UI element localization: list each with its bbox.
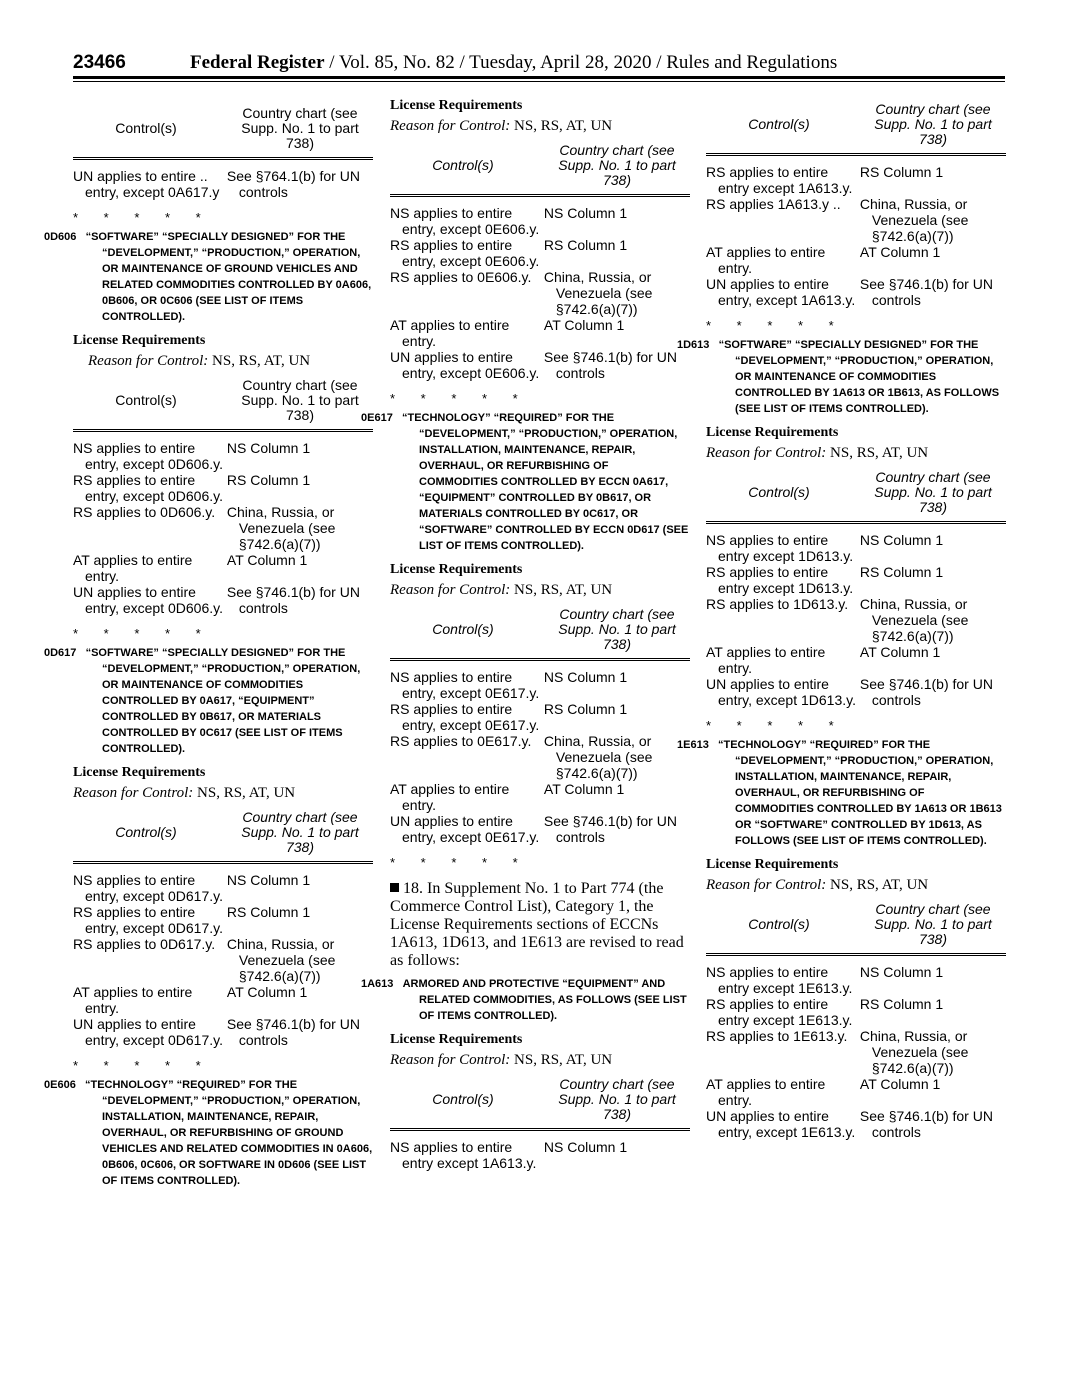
eccn-heading-0d606 (44, 229, 373, 325)
table-header (73, 106, 373, 151)
ellipsis-stars: * * * * * (706, 318, 834, 333)
country-chart-cell: NS Column 1 (543, 1139, 628, 1155)
column-1 (44, 98, 373, 1197)
table-rule (706, 521, 1006, 524)
chart-heading: Country chart (see Supp. No. 1 to part 738) (241, 105, 359, 151)
control-heading: Control(s) (115, 824, 177, 840)
table-row (73, 584, 373, 616)
page-number: 23466 (73, 52, 126, 73)
license-requirements-heading: License Requirements (390, 562, 523, 577)
header-rule-thick (73, 76, 1005, 79)
country-chart-cell: AT Column 1 (543, 317, 625, 333)
control-table-body (73, 440, 373, 616)
eccn-title: ARMORED AND PROTECTIVE “EQUIPMENT” AND RELATED COMMODITIES, AS FOLLOWS (SEE LIST OF ITEMS CONTROLLED). (402, 978, 687, 1022)
chart-heading: Country chart (see Supp. No. 1 to part 738) (558, 142, 676, 188)
table-row (390, 733, 690, 781)
eccn-title: “SOFTWARE” “SPECIALLY DESIGNED” FOR THE “DEVELOPMENT,” “PRODUCTION,” OPERATION, OR MAINTENANCE OF COMMODITIES CONTROLLED BY 0A617, “EQUIPMENT” CONTROLLED BY 0B617, OR MATERIALS CONTROLLED BY 0C617 (SEE LIST OF ITEMS CONTROLLED). (85, 647, 361, 755)
control-cell: AT applies to entire entry. (390, 781, 510, 813)
reason-for-control (390, 118, 690, 135)
table-row (706, 244, 1006, 276)
chart-heading: Country chart (see Supp. No. 1 to part 738) (874, 469, 992, 515)
table-row (73, 440, 373, 472)
eccn-heading-0e606 (44, 1077, 373, 1189)
table-row (706, 644, 1006, 676)
control-cell: RS applies to entire entry, except 0E606.y. (390, 237, 540, 269)
table-row (706, 164, 1006, 196)
eccn-code: 0E617 (361, 412, 393, 424)
control-cell: RS applies 1A613.y .. (706, 196, 841, 212)
table-row (390, 781, 690, 813)
table-rule (390, 194, 690, 197)
eccn-code: 0D617 (44, 647, 77, 659)
control-table-body (73, 872, 373, 1048)
control-cell: UN applies to entire entry, except 1D613.y. (706, 676, 856, 708)
control-cell: RS applies to 1D613.y. (706, 596, 849, 612)
control-table-body (73, 168, 373, 200)
table-row (73, 984, 373, 1016)
eccn-code: 1E613 (677, 739, 709, 751)
country-chart-cell: See §746.1(b) for UN controls (226, 1016, 360, 1048)
control-heading: Control(s) (748, 116, 810, 132)
country-chart-cell: China, Russia, or Venezuela (see §742.6(a)(7)) (859, 1028, 969, 1076)
control-cell: UN applies to entire entry, except 0E606.y. (390, 349, 540, 381)
country-chart-cell: See §746.1(b) for UN controls (543, 349, 677, 381)
control-table-body (390, 1139, 690, 1171)
country-chart-cell: See §746.1(b) for UN controls (859, 276, 993, 308)
control-cell: RS applies to 0D617.y. (73, 936, 216, 952)
license-requirements-heading: License Requirements (706, 857, 839, 872)
eccn-code: 1D613 (677, 339, 710, 351)
country-chart-cell: China, Russia, or Venezuela (see §742.6(a)(7)) (543, 269, 653, 317)
control-cell: AT applies to entire entry. (706, 1076, 826, 1108)
control-cell: AT applies to entire entry. (706, 644, 826, 676)
table-row (706, 1108, 1006, 1140)
reason-for-control (73, 785, 373, 802)
country-chart-cell: NS Column 1 (226, 872, 311, 888)
country-chart-cell: NS Column 1 (543, 669, 628, 685)
reason-for-control (390, 582, 690, 599)
country-chart-cell: China, Russia, or Venezuela (see §742.6(a)(7)) (543, 733, 653, 781)
control-table-body (390, 669, 690, 845)
country-chart-cell: RS Column 1 (226, 904, 311, 920)
table-row (706, 532, 1006, 564)
control-cell: NS applies to entire entry, except 0E606.y. (390, 205, 540, 237)
control-cell: RS applies to entire entry except 1A613.y. (706, 164, 853, 196)
table-row (390, 237, 690, 269)
header-rule-thin (73, 81, 1005, 82)
country-chart-cell: See §746.1(b) for UN controls (859, 1108, 993, 1140)
reason-label: Reason for Control: (88, 353, 209, 369)
control-cell: AT applies to entire entry. (73, 552, 193, 584)
control-cell: UN applies to entire entry, except 0D606.y. (73, 584, 223, 616)
reason-label: Reason for Control: (73, 785, 194, 801)
ellipsis-stars: * * * * * (73, 626, 201, 641)
license-requirements-heading: License Requirements (390, 1032, 523, 1047)
control-cell: UN applies to entire entry, except 1E613.y. (706, 1108, 856, 1140)
chart-heading: Country chart (see Supp. No. 1 to part 738) (241, 377, 359, 423)
country-chart-cell: RS Column 1 (859, 164, 944, 180)
table-row (706, 276, 1006, 308)
reason-label: Reason for Control: (390, 118, 511, 134)
amendatory-instruction (390, 880, 690, 970)
eccn-title: “TECHNOLOGY” “REQUIRED” FOR THE “DEVELOPMENT,” “PRODUCTION,” OPERATION, INSTALLATION, MAINTENANCE, REPAIR, OVERHAUL, OR REFURBISHING OF COMMODITIES CONTROLLED BY 1A613 OR 1B613 OR “SOFTWARE” CONTROLLED BY 1D613, AS FOLLOWS (SEE LIST OF ITEMS CONTROLLED). (717, 739, 1002, 847)
country-chart-cell: RS Column 1 (226, 472, 311, 488)
country-chart-cell: China, Russia, or Venezuela (see §742.6(a)(7)) (226, 504, 336, 552)
control-heading: Control(s) (115, 392, 177, 408)
eccn-heading-1d613 (677, 337, 1006, 417)
country-chart-cell: China, Russia, or Venezuela (see §742.6(a)(7)) (226, 936, 336, 984)
country-chart-cell: China, Russia, or Venezuela (see §742.6(a)(7)) (859, 596, 969, 644)
issue-citation: / Vol. 85, No. 82 / Tuesday, April 28, 2020 / Rules and Regulations (324, 52, 838, 73)
eccn-heading-1e613 (677, 737, 1006, 849)
table-header (706, 902, 1006, 947)
control-cell: NS applies to entire entry except 1E613.y. (706, 964, 853, 996)
control-cell: RS applies to 1E613.y. (706, 1028, 848, 1044)
reason-for-control (706, 877, 1006, 894)
control-cell: AT applies to entire entry. (73, 984, 193, 1016)
ellipsis-stars: * * * * * (73, 1058, 201, 1073)
table-row (390, 269, 690, 317)
reason-label: Reason for Control: (390, 1052, 511, 1068)
table-row (390, 317, 690, 349)
square-bullet-icon (390, 883, 399, 892)
country-chart-cell: RS Column 1 (859, 996, 944, 1012)
table-header (390, 1077, 690, 1122)
eccn-code: 0E606 (44, 1079, 76, 1091)
control-cell: UN applies to entire entry, except 1A613.y. (706, 276, 856, 308)
reason-value: NS, RS, AT, UN (826, 877, 929, 893)
control-cell: RS applies to entire entry except 1D613.y. (706, 564, 854, 596)
ellipsis-stars: * * * * * (73, 210, 201, 225)
table-rule (73, 429, 373, 432)
table-row (706, 996, 1006, 1028)
license-requirements-heading: License Requirements (390, 98, 523, 113)
country-chart-cell: RS Column 1 (859, 564, 944, 580)
reason-for-control (706, 445, 1006, 462)
control-cell: NS applies to entire entry, except 0E617.y. (390, 669, 540, 701)
country-chart-cell: AT Column 1 (543, 781, 625, 797)
table-row (73, 1016, 373, 1048)
reason-value: NS, RS, AT, UN (193, 785, 296, 801)
control-heading: Control(s) (432, 1091, 494, 1107)
control-cell: NS applies to entire entry except 1A613.y. (390, 1139, 537, 1171)
reason-label: Reason for Control: (706, 877, 827, 893)
country-chart-cell: RS Column 1 (543, 701, 628, 717)
country-chart-cell: See §746.1(b) for UN controls (226, 584, 360, 616)
license-requirements-heading: License Requirements (73, 333, 206, 348)
control-cell: RS applies to 0E606.y. (390, 269, 532, 285)
control-cell: NS applies to entire entry except 1D613.y. (706, 532, 854, 564)
eccn-heading-0e617 (361, 410, 690, 554)
control-cell: RS applies to entire entry, except 0D606.y. (73, 472, 223, 504)
eccn-title: “TECHNOLOGY” “REQUIRED” FOR THE “DEVELOPMENT,” “PRODUCTION,” OPERATION, INSTALLATION, MAINTENANCE, REPAIR, OVERHAUL, OR REFURBISHING OF COMMODITIES CONTROLLED BY ECCN 0A617, “EQUIPMENT” CONTROLLED BY 0B617, OR MATERIALS CONTROLLED BY 0C617, OR “SOFTWARE” CONTROLLED BY ECCN 0D617 (SEE LIST OF ITEMS CONTROLLED). (401, 412, 689, 552)
control-cell: AT applies to entire entry. (390, 317, 510, 349)
ellipsis-stars: * * * * * (390, 855, 518, 870)
table-row (706, 1076, 1006, 1108)
journal-title: Federal Register (190, 52, 325, 73)
chart-heading: Country chart (see Supp. No. 1 to part 738) (558, 1076, 676, 1122)
country-chart-cell: See §746.1(b) for UN controls (543, 813, 677, 845)
reason-for-control (390, 1052, 690, 1069)
control-table-body (706, 164, 1006, 308)
table-row (390, 701, 690, 733)
license-requirements-heading: License Requirements (73, 765, 206, 780)
control-cell: NS applies to entire entry, except 0D617.y. (73, 872, 223, 904)
table-row (73, 872, 373, 904)
country-chart-cell: NS Column 1 (226, 440, 311, 456)
control-cell: UN applies to entire .. entry, except 0A617.y (73, 168, 220, 200)
control-cell: NS applies to entire entry, except 0D606.y. (73, 440, 223, 472)
table-header (706, 470, 1006, 515)
country-chart-cell: RS Column 1 (543, 237, 628, 253)
control-heading: Control(s) (748, 484, 810, 500)
table-header (390, 143, 690, 188)
table-row (73, 552, 373, 584)
reason-for-control (73, 353, 373, 370)
table-row (390, 813, 690, 845)
country-chart-cell: AT Column 1 (226, 984, 308, 1000)
table-row (73, 472, 373, 504)
control-heading: Control(s) (115, 120, 177, 136)
table-rule (73, 157, 373, 160)
country-chart-cell: AT Column 1 (859, 1076, 941, 1092)
table-row (390, 349, 690, 381)
table-row (73, 168, 373, 200)
control-heading: Control(s) (432, 157, 494, 173)
table-row (706, 596, 1006, 644)
country-chart-cell: See §764.1(b) for UN controls (226, 168, 360, 200)
table-row (706, 1028, 1006, 1076)
table-header (706, 102, 1006, 147)
chart-heading: Country chart (see Supp. No. 1 to part 738) (241, 809, 359, 855)
table-header (73, 810, 373, 855)
table-row (390, 669, 690, 701)
table-rule (390, 658, 690, 661)
table-row (706, 676, 1006, 708)
reason-label: Reason for Control: (706, 445, 827, 461)
control-cell: RS applies to entire entry except 1E613.y. (706, 996, 853, 1028)
ellipsis-stars: * * * * * (390, 391, 518, 406)
control-heading: Control(s) (748, 916, 810, 932)
table-rule (390, 1128, 690, 1131)
control-table-body (706, 964, 1006, 1140)
running-head (190, 52, 837, 74)
control-cell: AT applies to entire entry. (706, 244, 826, 276)
table-rule (706, 153, 1006, 156)
eccn-code: 0D606 (44, 231, 77, 243)
reason-value: NS, RS, AT, UN (826, 445, 929, 461)
country-chart-cell: China, Russia, or Venezuela (see §742.6(a)(7)) (859, 196, 969, 244)
table-row (706, 196, 1006, 244)
table-header (390, 607, 690, 652)
eccn-title: “TECHNOLOGY” “REQUIRED” FOR THE “DEVELOPMENT,” “PRODUCTION,” OPERATION, INSTALLATION, MAINTENANCE, REPAIR, OVERHAUL, OR REFURBISHING OF GROUND VEHICLES AND RELATED COMMODITIES IN 0A606, 0B606, 0C606, OR SOFTWARE IN 0D606 (SEE LIST OF ITEMS CONTROLLED). (84, 1079, 373, 1187)
control-table-body (706, 532, 1006, 708)
country-chart-cell: AT Column 1 (226, 552, 308, 568)
control-cell: RS applies to 0E617.y. (390, 733, 532, 749)
country-chart-cell: AT Column 1 (859, 644, 941, 660)
table-row (706, 964, 1006, 996)
column-2 (361, 98, 690, 1171)
table-row (706, 564, 1006, 596)
table-row (73, 504, 373, 552)
eccn-title: “SOFTWARE” “SPECIALLY DESIGNED” FOR THE “DEVELOPMENT,” “PRODUCTION,” OPERATION, OR MAINTENANCE OF GROUND VEHICLES AND RELATED COMMODITIES CONTROLLED BY 0A606, 0B606, OR 0C606 (SEE LIST OF ITEMS CONTROLLED). (85, 231, 372, 323)
table-header (73, 378, 373, 423)
reason-value: NS, RS, AT, UN (208, 353, 311, 369)
reason-value: NS, RS, AT, UN (510, 582, 613, 598)
control-cell: RS applies to entire entry, except 0D617.y. (73, 904, 223, 936)
chart-heading: Country chart (see Supp. No. 1 to part 738) (558, 606, 676, 652)
control-cell: UN applies to entire entry, except 0E617.y. (390, 813, 540, 845)
eccn-title: “SOFTWARE” “SPECIALLY DESIGNED” FOR THE “DEVELOPMENT,” “PRODUCTION,” OPERATION, OR MAINTENANCE OF COMMODITIES CONTROLLED BY 1A613 OR 1B613, AS FOLLOWS (SEE LIST OF ITEMS CONTROLLED). (718, 339, 1000, 415)
eccn-heading-1a613 (361, 976, 690, 1024)
chart-heading: Country chart (see Supp. No. 1 to part 738) (874, 901, 992, 947)
control-cell: RS applies to entire entry, except 0E617.y. (390, 701, 540, 733)
country-chart-cell: AT Column 1 (859, 244, 941, 260)
chart-heading: Country chart (see Supp. No. 1 to part 738) (874, 101, 992, 147)
page-header (73, 48, 1005, 78)
reason-label: Reason for Control: (390, 582, 511, 598)
ellipsis-stars: * * * * * (706, 718, 834, 733)
eccn-heading-0d617 (44, 645, 373, 757)
reason-value: NS, RS, AT, UN (510, 1052, 613, 1068)
license-requirements-heading: License Requirements (706, 425, 839, 440)
control-cell: RS applies to 0D606.y. (73, 504, 216, 520)
table-rule (73, 861, 373, 864)
control-heading: Control(s) (432, 621, 494, 637)
table-rule (706, 953, 1006, 956)
country-chart-cell: See §746.1(b) for UN controls (859, 676, 993, 708)
table-row (390, 1139, 690, 1171)
country-chart-cell: NS Column 1 (543, 205, 628, 221)
reason-value: NS, RS, AT, UN (510, 118, 613, 134)
country-chart-cell: NS Column 1 (859, 532, 944, 548)
table-row (73, 904, 373, 936)
table-row (390, 205, 690, 237)
control-table-body (390, 205, 690, 381)
eccn-code: 1A613 (361, 978, 394, 990)
column-3 (677, 98, 1006, 1140)
amendment-text: 18. In Supplement No. 1 to Part 774 (the Commerce Control List), Category 1, the License Requirements sections of ECCNs 1A613, 1D613, and 1E613 are revised to read as follows: (390, 880, 684, 969)
country-chart-cell: NS Column 1 (859, 964, 944, 980)
table-row (73, 936, 373, 984)
control-cell: UN applies to entire entry, except 0D617.y. (73, 1016, 223, 1048)
